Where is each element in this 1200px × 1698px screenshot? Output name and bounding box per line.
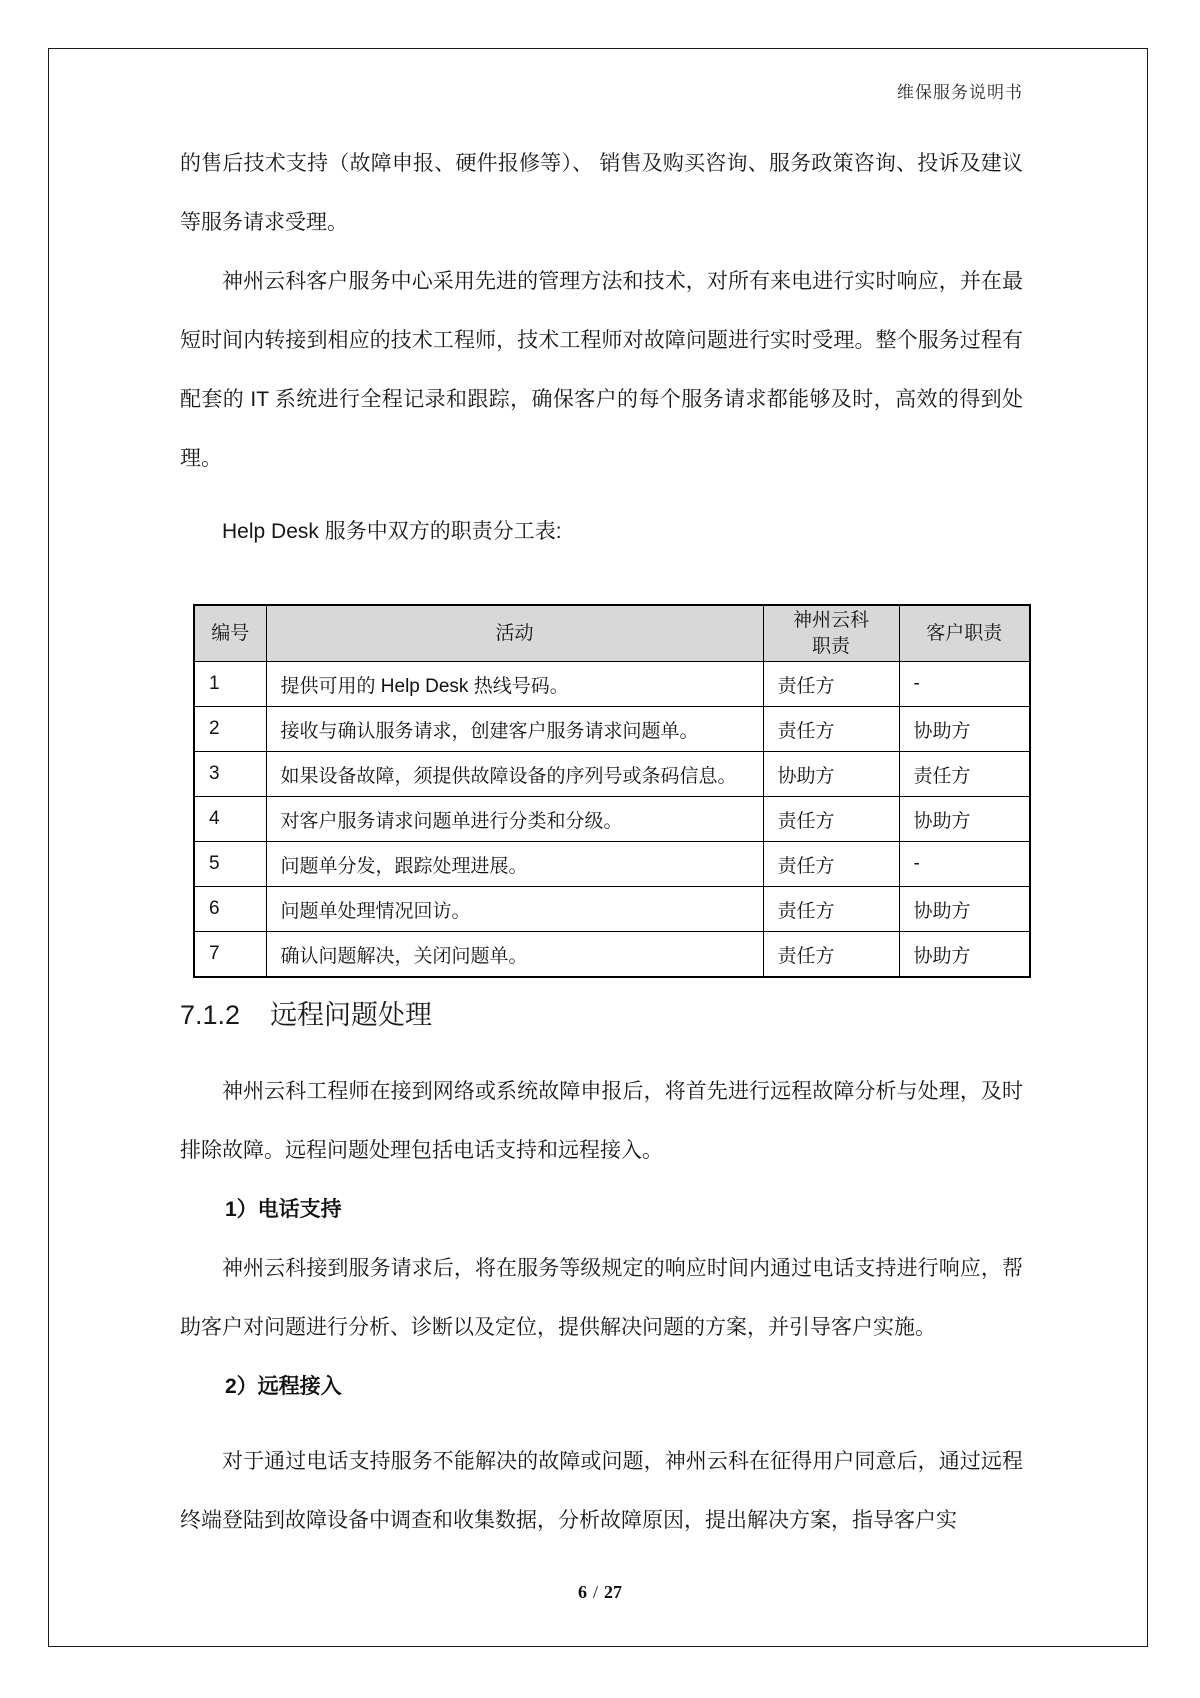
cell-customer-duty: 协助方 [899, 707, 1030, 752]
cell-number: 7 [194, 932, 266, 977]
table-row [194, 752, 1030, 797]
cell-vendor-duty: 责任方 [763, 932, 899, 977]
cell-activity: 确认问题解决，关闭问题单。 [266, 932, 763, 977]
table-row [194, 887, 1030, 932]
col-header-activity: 活动 [266, 605, 763, 662]
col-header-customer-duty: 客户职责 [899, 605, 1030, 662]
col-header-vendor-duty [763, 605, 899, 662]
cell-activity: 问题单分发，跟踪处理进展。 [266, 842, 763, 887]
section-heading [180, 993, 1023, 1032]
cell-customer-duty: 协助方 [899, 887, 1030, 932]
cell-activity: 提供可用的 Help Desk 热线号码。 [266, 662, 763, 707]
page-number-total: 27 [604, 1582, 622, 1602]
page-footer [0, 1582, 1200, 1603]
paragraph-remote-access: 对于通过电话支持服务不能解决的故障或问题，神州云科在征得用户同意后，通过远程终端登陆到故障设备中调查和收集数据，分析故障原因，提出解决方案，指导客户实 [180, 1450, 1023, 1532]
subsection-label-phone-support: 1）电话支持 [225, 1198, 342, 1221]
cell-customer-duty: 协助方 [899, 797, 1030, 842]
running-header: 维保服务说明书 [897, 83, 1023, 102]
table-row [194, 662, 1030, 707]
table-row [194, 707, 1030, 752]
cell-activity: 对客户服务请求问题单进行分类和分级。 [266, 797, 763, 842]
paragraph-phone-support: 神州云科接到服务请求后，将在服务等级规定的响应时间内通过电话支持进行响应，帮助客户对问题进行分析、诊断以及定位，提供解决问题的方案，并引导客户实施。 [180, 1257, 1023, 1339]
cell-number: 4 [194, 797, 266, 842]
page-number-separator: / [592, 1582, 598, 1602]
cell-number: 3 [194, 752, 266, 797]
cell-number: 6 [194, 887, 266, 932]
col-header-number: 编号 [194, 605, 266, 662]
help-desk-duty-table [193, 604, 1031, 978]
cell-activity: 接收与确认服务请求，创建客户服务请求问题单。 [266, 707, 763, 752]
table-row [194, 932, 1030, 977]
cell-vendor-duty: 责任方 [763, 662, 899, 707]
table-intro-line: Help Desk 服务中双方的职责分工表: [222, 520, 562, 543]
cell-activity: 如果设备故障，须提供故障设备的序列号或条码信息。 [266, 752, 763, 797]
paragraph-remote-handling: 神州云科工程师在接到网络或系统故障申报后，将首先进行远程故障分析与处理，及时排除故障。远程问题处理包括电话支持和远程接入。 [180, 1080, 1023, 1162]
cell-activity: 问题单处理情况回访。 [266, 887, 763, 932]
section-title: 远程问题处理 [270, 1000, 433, 1030]
cell-customer-duty: 责任方 [899, 752, 1030, 797]
paragraph-service-center: 神州云科客户服务中心采用先进的管理方法和技术，对所有来电进行实时响应，并在最短时间内转接到相应的技术工程师，技术工程师对故障问题进行实时受理。整个服务过程有配套的 IT 系统进行全程记录和跟踪，确保客户的每个服务请求都能够及时，高效的得到处理。 [180, 270, 1023, 470]
cell-number: 5 [194, 842, 266, 887]
cell-vendor-duty: 责任方 [763, 842, 899, 887]
cell-vendor-duty: 责任方 [763, 797, 899, 842]
table-header-row [194, 605, 1030, 662]
paragraph-service-requests: 的售后技术支持（故障申报、硬件报修等）、 销售及购买咨询、服务政策咨询、投诉及建议等服务请求受理。 [180, 152, 1023, 234]
cell-customer-duty: - [899, 662, 1030, 707]
cell-vendor-duty: 责任方 [763, 707, 899, 752]
cell-customer-duty: - [899, 842, 1030, 887]
subsection-label-remote-access: 2）远程接入 [225, 1375, 342, 1398]
section-number: 7.1.2 [180, 1000, 241, 1030]
cell-vendor-duty: 协助方 [763, 752, 899, 797]
cell-number: 2 [194, 707, 266, 752]
page-number-current: 6 [577, 1582, 587, 1602]
table-row [194, 797, 1030, 842]
col-header-vendor-duty-label: 神州云科职责 [792, 610, 869, 657]
cell-number: 1 [194, 662, 266, 707]
cell-customer-duty: 协助方 [899, 932, 1030, 977]
cell-vendor-duty: 责任方 [763, 887, 899, 932]
table-row [194, 842, 1030, 887]
